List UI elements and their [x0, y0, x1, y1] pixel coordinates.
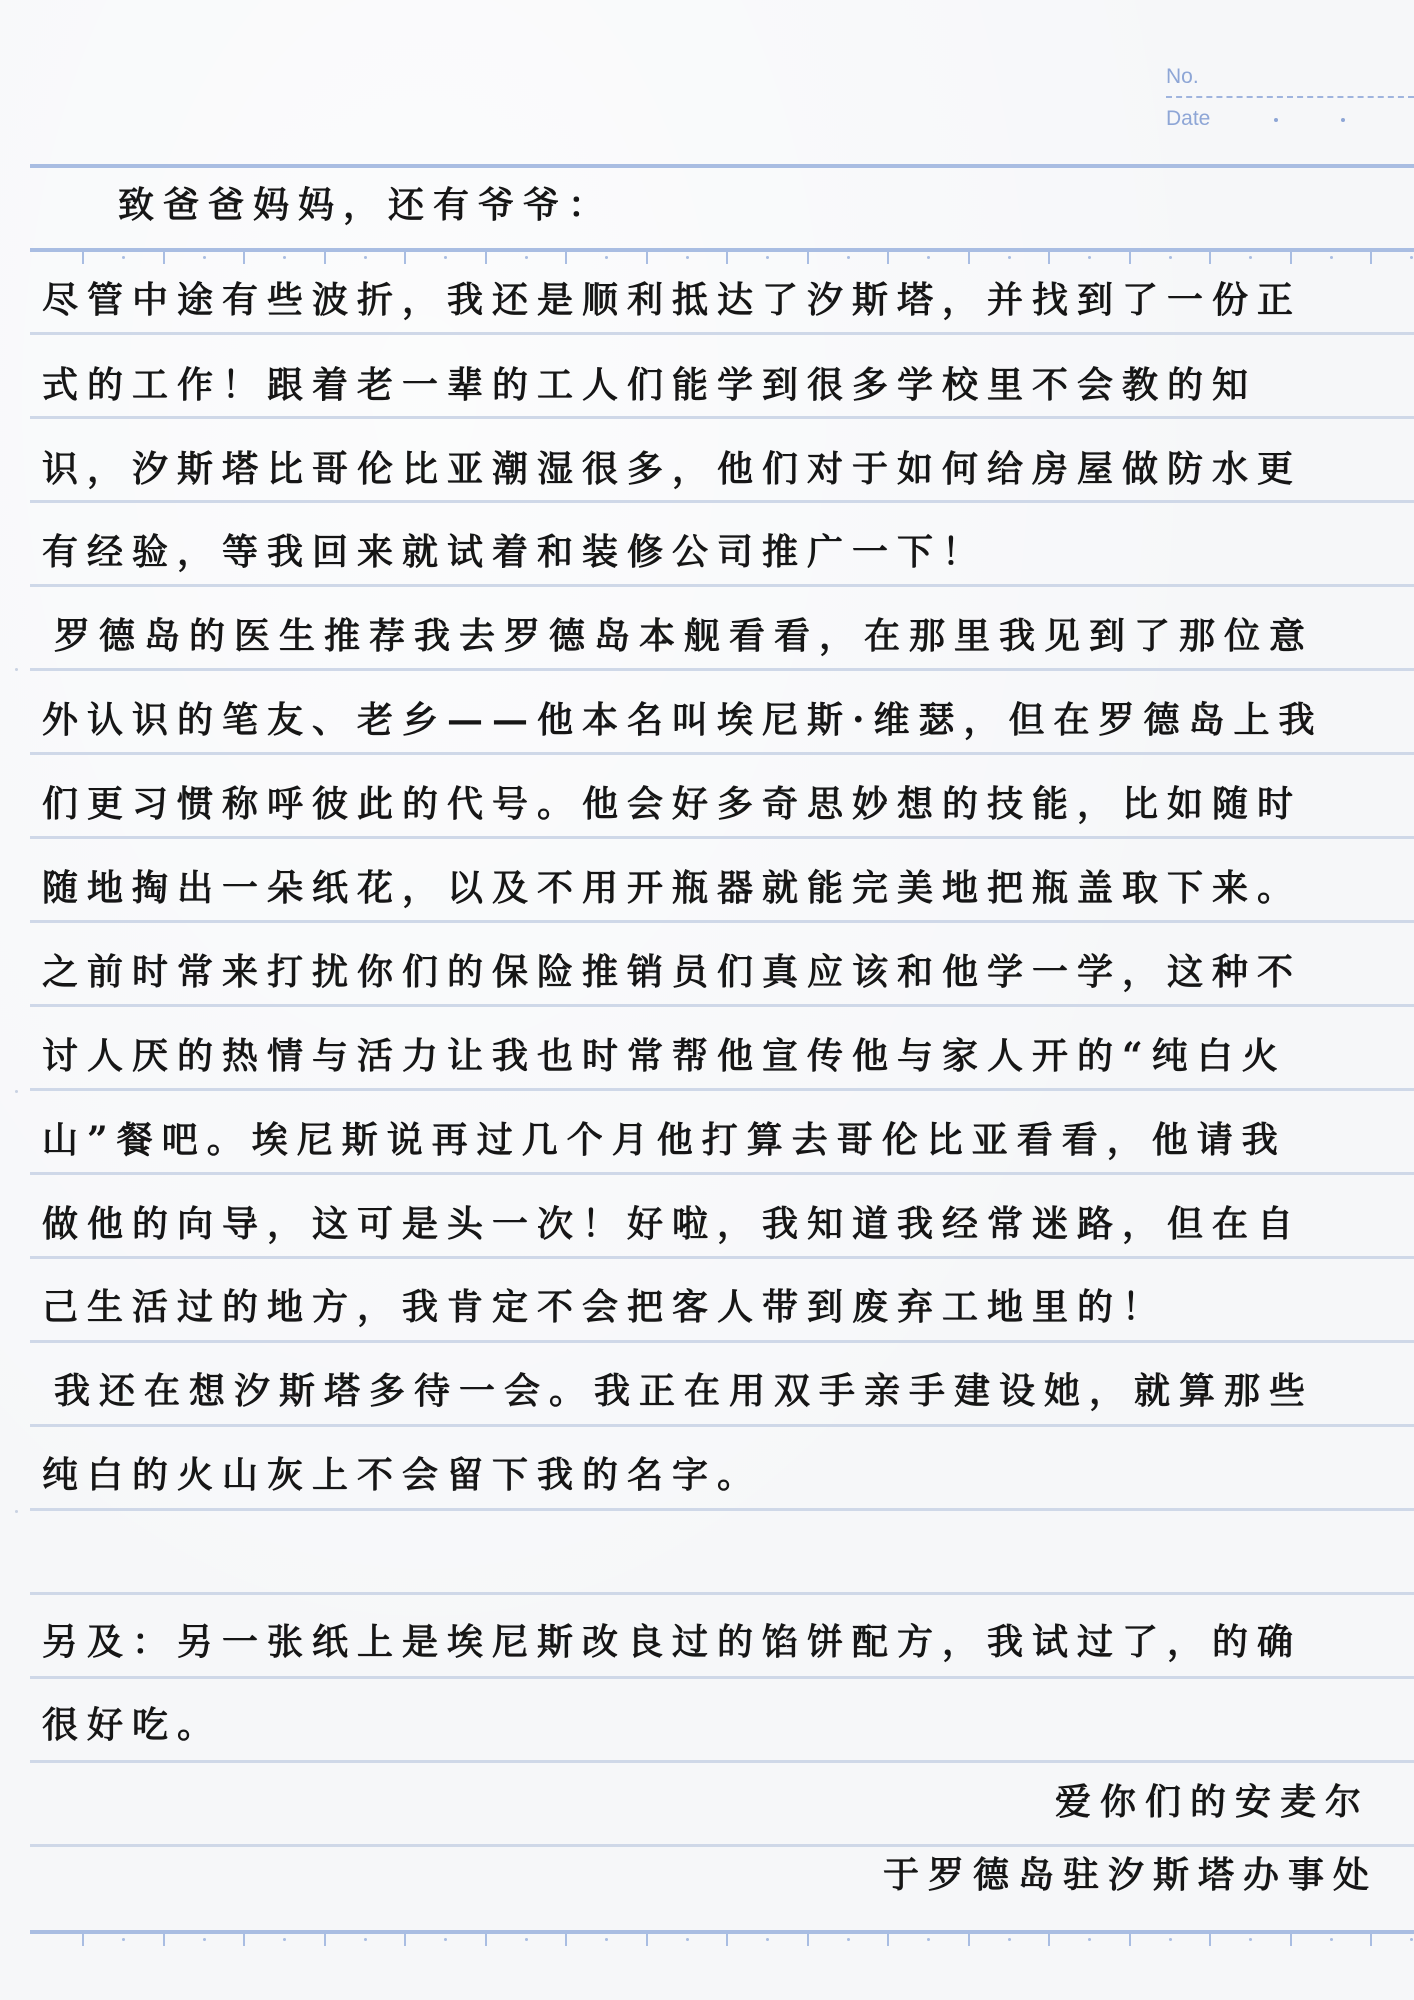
tick-dot [766, 256, 769, 259]
tick-mark [726, 1934, 728, 1946]
tick-dot [203, 1938, 206, 1941]
tick-dot [1410, 1938, 1413, 1941]
postscript-line: 另及：另一张纸上是埃尼斯改良过的馅饼配方，我试过了，的确 [42, 1621, 1303, 1663]
tick-dot [203, 256, 206, 259]
tick-mark [968, 1934, 970, 1946]
body-line: 之前时常来打扰你们的保险推销员们真应该和他学一学，这种不 [42, 951, 1303, 993]
tick-dot [364, 256, 367, 259]
margin-dot [15, 1510, 18, 1513]
tick-mark [82, 252, 84, 264]
body-line: 有经验，等我回来就试着和装修公司推广一下！ [42, 531, 988, 573]
line-rule [30, 1676, 1414, 1679]
no-date-header [1166, 62, 1414, 134]
date-field [1166, 104, 1414, 134]
tick-dot [1169, 1938, 1172, 1941]
tick-mark [324, 252, 326, 264]
body-line: 纯白的火山灰上不会留下我的名字。 [42, 1454, 763, 1496]
tick-dot [1088, 256, 1091, 259]
tick-mark [163, 1934, 165, 1946]
tick-dot [283, 1938, 286, 1941]
tick-mark [1129, 252, 1131, 264]
tick-dot [847, 256, 850, 259]
tick-mark [324, 1934, 326, 1946]
line-rule [30, 920, 1414, 923]
tick-mark [82, 1934, 84, 1946]
line-rule [30, 584, 1414, 587]
ruler-ticks [30, 1934, 1414, 1948]
line-rule [30, 1844, 1414, 1847]
tick-mark [646, 1934, 648, 1946]
line-rule [30, 1760, 1414, 1763]
tick-dot [766, 1938, 769, 1941]
tick-dot [1330, 1938, 1333, 1941]
body-line: 识，汐斯塔比哥伦比亚潮湿很多，他们对于如何给房屋做防水更 [42, 448, 1303, 490]
tick-dot [364, 1938, 367, 1941]
sender-location: 于罗德岛驻汐斯塔办事处 [882, 1854, 1378, 1896]
tick-mark [1370, 252, 1372, 264]
tick-dot [927, 1938, 930, 1941]
tick-dot [525, 256, 528, 259]
tick-mark [163, 252, 165, 264]
margin-dot [15, 668, 18, 671]
line-rule [30, 1172, 1414, 1175]
tick-mark [807, 252, 809, 264]
line-rule [30, 752, 1414, 755]
tick-dot [1169, 256, 1172, 259]
body-line: 我还在想汐斯塔多待一会。我正在用双手亲手建设她，就算那些 [54, 1370, 1315, 1412]
tick-mark [565, 252, 567, 264]
body-line: 尽管中途有些波折，我还是顺利抵达了汐斯塔，并找到了一份正 [42, 279, 1303, 321]
tick-dot [605, 1938, 608, 1941]
tick-dot [283, 256, 286, 259]
tick-dot [1008, 1938, 1011, 1941]
tick-dot [1249, 1938, 1252, 1941]
tick-dot [847, 1938, 850, 1941]
body-line: 己生活过的地方，我肯定不会把客人带到废弃工地里的！ [42, 1286, 1168, 1328]
tick-dot [122, 256, 125, 259]
tick-mark [646, 252, 648, 264]
tick-dot [1410, 256, 1413, 259]
tick-dot [1088, 1938, 1091, 1941]
tick-mark [807, 1934, 809, 1946]
tick-mark [887, 252, 889, 264]
body-line: 做他的向导，这可是头一次！好啦，我知道我经常迷路，但在自 [42, 1203, 1303, 1245]
line-rule [30, 668, 1414, 671]
tick-mark [565, 1934, 567, 1946]
tick-dot [1249, 256, 1252, 259]
body-line: 式的工作！跟着老一辈的工人们能学到很多学校里不会教的知 [42, 364, 1258, 406]
line-rule [30, 500, 1414, 503]
body-line: 们更习惯称呼彼此的代号。他会好多奇思妙想的技能，比如随时 [42, 783, 1303, 825]
line-rule [30, 1340, 1414, 1343]
body-line: 外认识的笔友、老乡——他本名叫埃尼斯·维瑟，但在罗德岛上我 [42, 699, 1324, 741]
line-rule [30, 1004, 1414, 1007]
tick-mark [887, 1934, 889, 1946]
body-line: 随地掏出一朵纸花，以及不用开瓶器就能完美地把瓶盖取下来。 [42, 867, 1303, 909]
ruler-ticks [30, 252, 1414, 266]
tick-dot [1008, 256, 1011, 259]
tick-mark [1290, 1934, 1292, 1946]
date-dot-icon [1341, 118, 1345, 122]
tick-dot [1330, 256, 1333, 259]
tick-mark [404, 1934, 406, 1946]
postscript-line: 很好吃。 [42, 1704, 223, 1746]
body-line: 讨人厌的热情与活力让我也时常帮他宣传他与家人开的“纯白火 [42, 1035, 1287, 1077]
tick-mark [1290, 252, 1292, 264]
body-line: 山”餐吧。埃尼斯说再过几个月他打算去哥伦比亚看看，他请我 [42, 1119, 1287, 1161]
tick-dot [444, 256, 447, 259]
tick-dot [122, 1938, 125, 1941]
dashed-divider [1166, 96, 1414, 98]
line-rule [30, 1424, 1414, 1427]
tick-mark [243, 1934, 245, 1946]
tick-mark [1048, 1934, 1050, 1946]
line-rule [30, 1592, 1414, 1595]
greeting: 致爸爸妈妈，还有爷爷： [118, 184, 614, 226]
tick-mark [243, 252, 245, 264]
tick-mark [1209, 1934, 1211, 1946]
tick-mark [968, 252, 970, 264]
no-label: No. [1166, 65, 1199, 88]
line-rule [30, 1256, 1414, 1259]
tick-mark [485, 1934, 487, 1946]
body-line: 罗德岛的医生推荐我去罗德岛本舰看看，在那里我见到了那位意 [54, 615, 1315, 657]
tick-mark [726, 252, 728, 264]
line-rule [30, 836, 1414, 839]
date-dot-icon [1274, 118, 1278, 122]
tick-mark [485, 252, 487, 264]
tick-dot [686, 256, 689, 259]
tick-dot [444, 1938, 447, 1941]
tick-dot [927, 256, 930, 259]
tick-mark [1048, 252, 1050, 264]
tick-dot [686, 1938, 689, 1941]
line-rule [30, 416, 1414, 419]
line-rule [30, 1508, 1414, 1511]
line-rule [30, 1088, 1414, 1091]
margin-dot [15, 1090, 18, 1093]
tick-dot [605, 256, 608, 259]
date-label: Date [1166, 107, 1211, 130]
signature: 爱你们的安麦尔 [1054, 1781, 1370, 1823]
top-rule [30, 164, 1414, 168]
tick-mark [404, 252, 406, 264]
tick-dot [525, 1938, 528, 1941]
line-rule [30, 332, 1414, 335]
tick-mark [1370, 1934, 1372, 1946]
tick-mark [1209, 252, 1211, 264]
tick-mark [1129, 1934, 1131, 1946]
